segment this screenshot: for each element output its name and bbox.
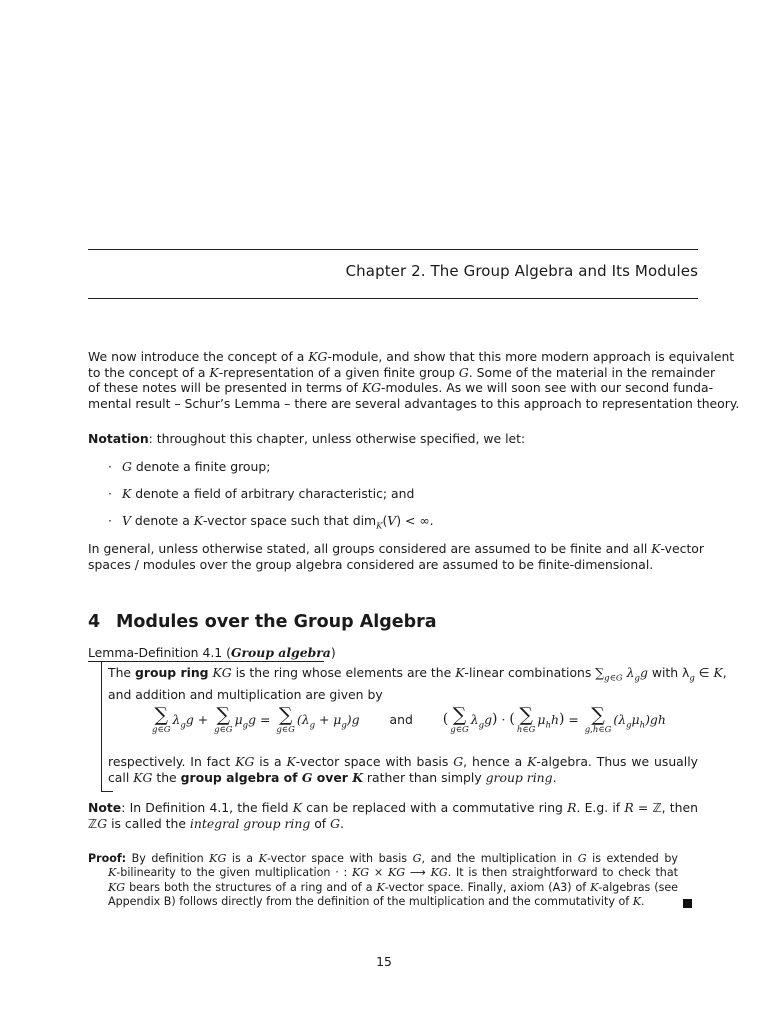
list-item: · G denote a finite group; <box>108 459 271 474</box>
intro-paragraph: We now introduce the concept of a KG-module, and show that this more modern approach is equivalent to the concept of a K-representation of a given finite group G. Some of the material in the remainder of these notes will be presented in terms of KG-modules. As we will soon see with our second funda- mental result – Schur’s Lemma – there are several advantages to this approach to representation theory. <box>88 349 740 412</box>
lemma-frame-foot <box>101 791 113 792</box>
lemma-underline <box>88 661 324 662</box>
header-rule-bottom <box>88 298 698 299</box>
header-rule-top <box>88 249 698 250</box>
display-equation: ∑ g∈G $\lambda_gg$ + ∑ g∈G $\mu_gg$ = ∑ g∈G $(\lambda_g + \mu_g)g$ and ( ∑ g∈G $\lambda_gg$) · ( ∑ h∈G $\mu_hh$) = ∑ g,h∈G $(\lambda_g\mu_h)gh$ <box>152 704 666 735</box>
lemma-definition-text: The group ring KG is the ring whose elements are the K-linear combinations $\sum_{g\in G}$ $\lambda_gg$ with $\lambda_g$ ∈ K, and addition and multiplication are given by <box>108 665 727 703</box>
notation-paragraph: Notation: throughout this chapter, unless otherwise specified, we let: <box>88 431 526 446</box>
list-item: · V denote a K-vector space such that dim$_K$(V) < ∞. <box>108 513 434 532</box>
lemma-conclusion-text: respectively. In fact KG is a K-vector space with basis G, hence a K-algebra. Thus we usually call KG the group algebra of G over K rather than simply group ring. <box>108 754 698 785</box>
proof-block: Proof: By definition KG is a K-vector space with basis G, and the multiplication in G is extended by K-bilinearity to the given multiplication · : KG × KG ⟶ KG. It is then straightforward to check that KG bears both the structures of a ring and of a K-vector space. Finally, axiom (A3) of K-algebras (see Appendix B) follows directly from the definition of the multiplication and the commutativity of K. <box>88 852 679 909</box>
page-number: 15 <box>376 954 392 969</box>
list-item: · K denote a field of arbitrary characteristic; and <box>108 486 415 501</box>
lemma-heading: Lemma-Definition 4.1 (Group algebra) <box>88 645 336 660</box>
general-paragraph: In general, unless otherwise stated, all groups considered are assumed to be finite and all K-vector spaces / modules over the group algebra considered are assumed to be finite-dimensional. <box>88 541 704 572</box>
section-heading: 4 Modules over the Group Algebra <box>88 612 437 632</box>
chapter-header: Chapter 2. The Group Algebra and Its Modules <box>345 262 698 280</box>
note-paragraph: Note: In Definition 4.1, the field K can be replaced with a commutative ring R. E.g. if R = ℤ, then ℤG is called the integral group ring of G. <box>88 800 698 831</box>
qed-square-icon <box>683 899 692 908</box>
lemma-frame-bar <box>101 661 102 791</box>
